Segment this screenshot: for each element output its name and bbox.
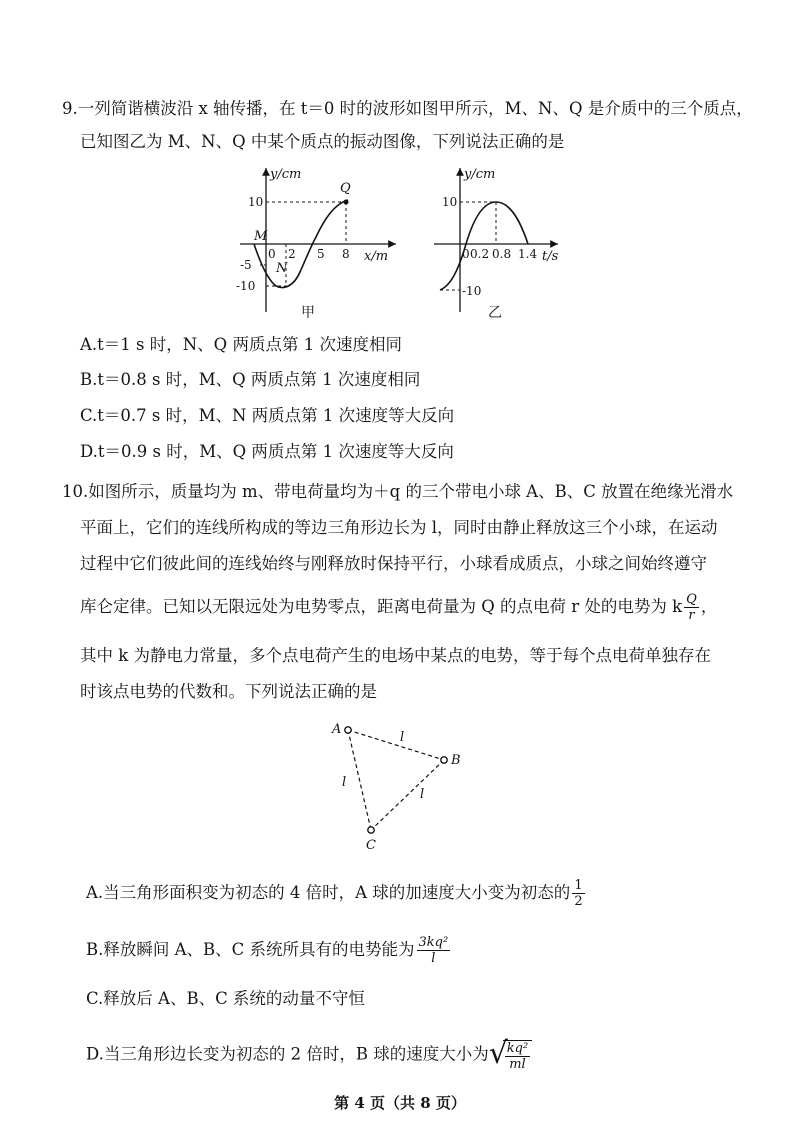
figure-yi-vibration xyxy=(430,162,570,322)
jia-label-q: Q xyxy=(340,181,351,196)
vertex-label-a: A xyxy=(332,722,342,737)
q9-option-c: C.t＝0.7 s 时，M、N 两质点第 1 次速度等大反向 xyxy=(80,406,455,425)
ball-a xyxy=(345,727,351,733)
jia-ylabel: y/cm xyxy=(270,167,302,182)
q10-option-a-frac xyxy=(572,878,584,909)
yi-curve xyxy=(440,202,528,290)
q10-option-d-text: D.当三角形边长变为初态的 2 倍时，B 球的速度大小为 xyxy=(86,1044,489,1064)
q9-stem-line2: 已知图乙为 M、N、Q 中某个质点的振动图像，下列说法正确的是 xyxy=(80,132,565,151)
q10-stem-line5: 其中 k 为静电力常量，多个点电荷产生的电场中某点的电势，等于每个点电荷单独存在 xyxy=(80,646,711,665)
q10-option-b-frac-den: l xyxy=(431,951,436,966)
page-footer: 第 4 页（共 8 页） xyxy=(334,1094,466,1112)
jia-point-q xyxy=(344,200,349,205)
yi-ytick-neg10: -10 xyxy=(462,284,482,298)
jia-xlabel: x/m xyxy=(364,249,389,264)
jia-xtick-8: 8 xyxy=(342,247,350,261)
q9-option-a: A.t＝1 s 时，N、Q 两质点第 1 次速度相同 xyxy=(80,335,402,354)
jia-label-m: M xyxy=(254,229,268,244)
jia-ytick-neg5: -5 xyxy=(240,258,252,272)
sqrt-radical-icon: √ xyxy=(488,1036,508,1071)
q10-stem-line2: 平面上，它们的连线所构成的等边三角形边长为 l，同时由静止释放这三个小球，在运动 xyxy=(80,518,718,537)
q10-stem-line4 xyxy=(80,592,717,623)
yi-ylabel: y/cm xyxy=(464,167,496,182)
jia-xtick-2: 2 xyxy=(288,247,296,261)
q10-frac-q-over-r xyxy=(684,592,699,623)
jia-xtick-0: 0 xyxy=(268,247,276,261)
q10-option-a-frac-num: 1 xyxy=(574,878,583,893)
yi-xtick-08: 0.8 xyxy=(492,247,512,261)
yi-caption: 乙 xyxy=(488,305,502,321)
yi-xlabel: t/s xyxy=(542,249,559,264)
side-label-ab: l xyxy=(400,730,405,745)
q10-option-d-frac-den: ml xyxy=(509,1057,526,1072)
side-label-ac: l xyxy=(342,775,347,790)
triangle-side-bc xyxy=(371,760,444,830)
triangle-side-ac xyxy=(348,730,371,830)
q10-option-a-text: A.当三角形面积变为初态的 4 倍时，A 球的加速度大小变为初态的 xyxy=(86,883,571,902)
triangle-side-ab xyxy=(348,730,444,760)
q9-option-b: B.t＝0.8 s 时，M、Q 两质点第 1 次速度相同 xyxy=(80,370,421,389)
ball-c xyxy=(368,827,374,833)
q10-option-b-frac xyxy=(417,935,451,966)
q10-frac-num: Q xyxy=(686,592,697,607)
q10-option-d-sqrt xyxy=(489,1038,532,1072)
jia-label-n: N xyxy=(276,261,288,276)
yi-xtick-02: 0.2 xyxy=(470,247,490,261)
q10-option-b-text: B.释放瞬间 A、B、C 系统所具有的电势能为 xyxy=(86,940,415,959)
q10-line4-post: ， xyxy=(700,597,718,616)
q10-option-d-frac xyxy=(505,1041,530,1072)
q10-option-a-frac-den: 2 xyxy=(574,894,583,909)
q10-option-b xyxy=(86,935,452,966)
q10-stem-line3: 过程中它们彼此间的连线始终与刚释放时保持平行，小球看成质点，小球之间始终遵守 xyxy=(80,554,707,573)
q10-option-c: C.释放后 A、B、C 系统的动量不守恒 xyxy=(86,989,365,1008)
vertex-label-b: B xyxy=(451,753,461,768)
q10-frac-den: r xyxy=(688,608,695,623)
side-label-bc: l xyxy=(420,787,425,802)
q9-option-d: D.t＝0.9 s 时，M、Q 两质点第 1 次速度等大反向 xyxy=(80,442,454,461)
yi-xtick-0: 0 xyxy=(462,247,470,261)
jia-ytick-neg10: -10 xyxy=(236,279,256,293)
vertex-label-c: C xyxy=(366,838,376,853)
q10-stem-line6: 时该点电势的代数和。下列说法正确的是 xyxy=(80,682,377,701)
jia-caption: 甲 xyxy=(301,305,315,321)
q9-stem-line1: 9.一列简谐横波沿 x 轴传播，在 t＝0 时的波形如图甲所示，M、N、Q 是介质中的三个质点， xyxy=(62,99,753,118)
yi-xtick-14: 1.4 xyxy=(518,247,538,261)
jia-xtick-5: 5 xyxy=(317,247,325,261)
figure-triangle-abc xyxy=(320,716,490,856)
q10-option-d-frac-num: kq² xyxy=(506,1041,529,1056)
q10-option-b-frac-num: 3kq² xyxy=(418,935,449,950)
yi-ytick-10: 10 xyxy=(442,195,458,209)
q10-line4-pre: 库仑定律。已知以无限远处为电势零点，距离电荷量为 Q 的点电荷 r 处的电势为 k xyxy=(80,597,683,616)
jia-ytick-10: 10 xyxy=(248,195,264,209)
q10-option-a xyxy=(86,878,587,909)
figure-jia-waveform xyxy=(236,162,406,322)
q10-option-d xyxy=(86,1038,532,1072)
q10-stem-line1: 10.如图所示，质量均为 m、带电荷量均为＋q 的三个带电小球 A、B、C 放置在绝缘光滑水 xyxy=(62,482,734,501)
ball-b xyxy=(441,757,447,763)
